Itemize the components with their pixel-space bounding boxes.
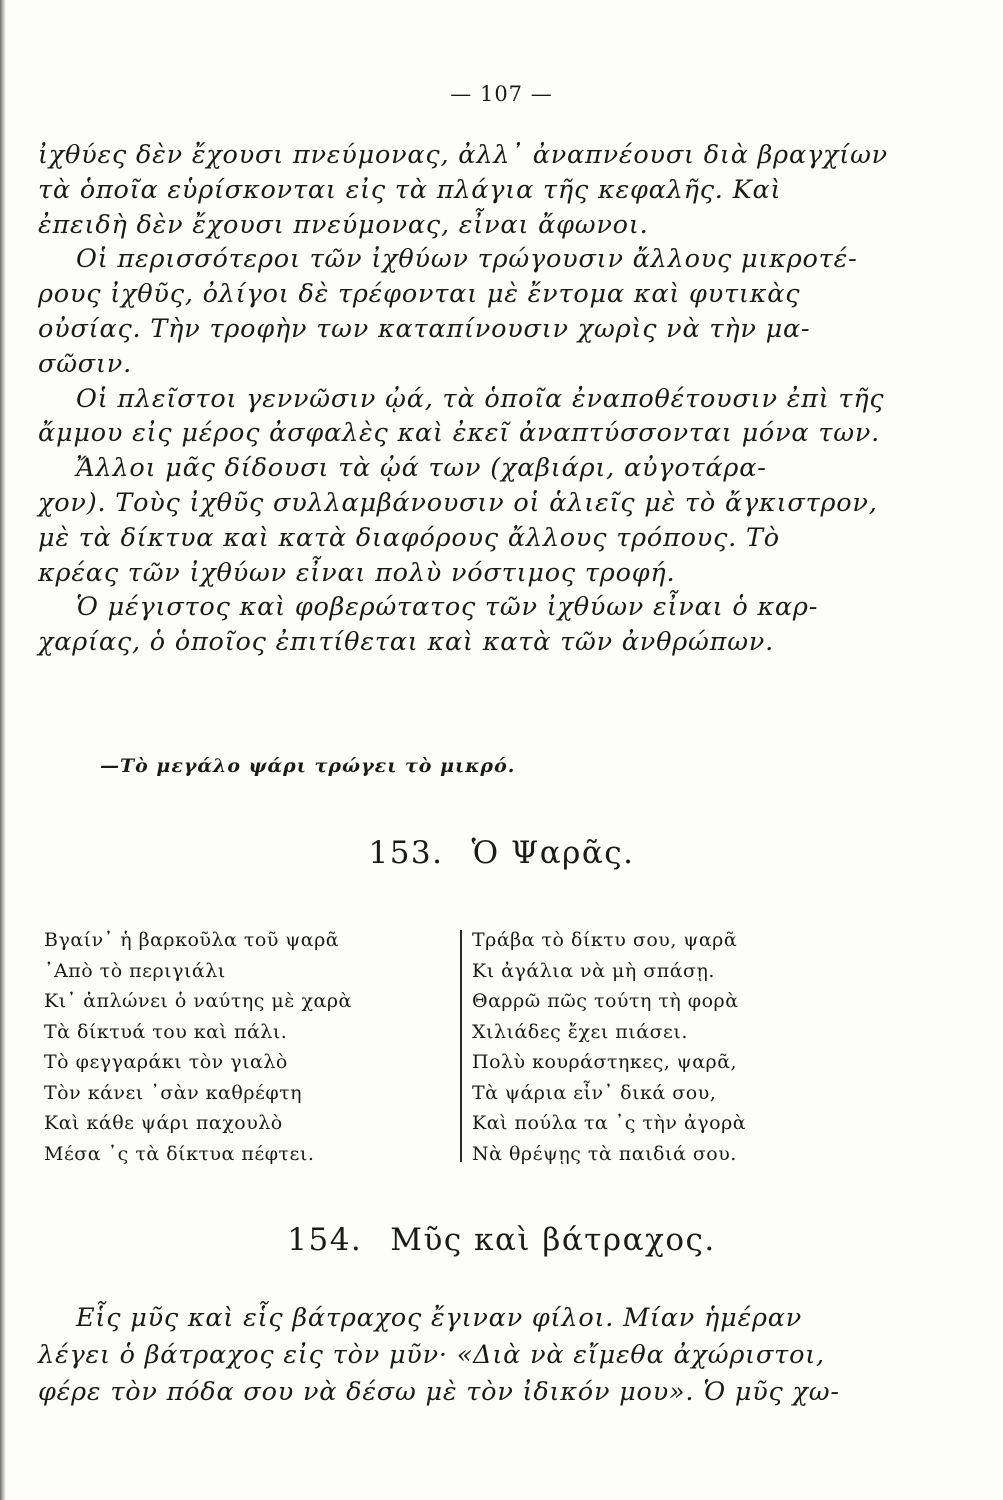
poem-line: Καὶ κάθε ψάρι παχουλὸ xyxy=(44,1112,283,1134)
poem-line: Χιλιάδες ἔχει πιάσει. xyxy=(472,1020,688,1043)
prose-line: χον). Τοὺς ἰχθῦς συλλαμβάνουσιν οἱ ἁλιεῖς μὲ τὸ ἄγκιστρον, xyxy=(38,487,878,518)
prose-line: λέγει ὁ βάτραχος εἰς τὸν μῦν· «Διὰ νὰ εἴμεθα ἀχώριστοι, xyxy=(38,1340,825,1370)
poem-line: Θαρρῶ πῶς τούτη τὴ φορὰ xyxy=(472,990,739,1012)
prose-line: Ἄλλοι μᾶς δίδουσι τὰ ᾠά των (χαβιάρι, αὐγοτάρα- xyxy=(76,453,767,484)
column-divider xyxy=(460,930,462,1162)
prose-line: χαρίας, ὁ ὁποῖος ἐπιτίθεται καὶ κατὰ τῶν ἀνθρώπων. xyxy=(38,627,774,658)
section-number: 153. xyxy=(368,835,444,871)
poem-line: Τὸν κάνει ᾽σὰν καθρέφτη xyxy=(44,1081,303,1104)
prose-line: Εἷς μῦς καὶ εἷς βάτραχος ἔγιναν φίλοι. Μίαν ἡμέραν xyxy=(76,1303,803,1333)
poem-line: Νὰ θρέψῃς τὰ παιδιά σου. xyxy=(472,1142,737,1165)
prose-line: ἰχθύες δὲν ἔχουσι πνεύμονας, ἀλλ᾽ ἀναπνέουσι διὰ βραγχίων xyxy=(38,140,888,170)
prose-line: τὰ ὁποῖα εὑρίσκονται εἰς τὰ πλάγια τῆς κεφαλῆς. Καὶ xyxy=(38,174,782,205)
prose-line: κρέας τῶν ἰχθύων εἶναι πολὺ νόστιμος τροφή. xyxy=(38,557,676,588)
poem-line: Τράβα τὸ δίκτυ σου, ψαρᾶ xyxy=(472,929,738,951)
prose-line: φέρε τὸν πόδα σου νὰ δέσω μὲ τὸν ἰδικόν μου». Ὁ μῦς χω- xyxy=(38,1377,840,1407)
section-heading-154 xyxy=(0,1222,1003,1258)
prose-line: οὐσίας. Τὴν τροφὴν των καταπίνουσιν χωρὶς νὰ τὴν μα- xyxy=(38,313,811,344)
prose-line: Ὁ μέγιστος καὶ φοβερώτατος τῶν ἰχθύων εἶναι ὁ καρ- xyxy=(76,592,819,623)
page-number: — 107 — xyxy=(450,82,553,106)
poem-line: Τὰ ψάρια εἶν᾽ δικά σου, xyxy=(472,1081,717,1104)
poem-line: Βγαίν᾽ ἡ βαρκοῦλα τοῦ ψαρᾶ xyxy=(44,929,340,951)
prose-line: σῶσιν. xyxy=(38,348,133,379)
poem-line: Μέσα ᾽ς τὰ δίκτυα πέφτει. xyxy=(44,1142,315,1165)
page-edge-shadow xyxy=(0,0,6,1500)
poem-line: Τὸ φεγγαράκι τὸν γιαλὸ xyxy=(44,1051,288,1073)
poem-line: Πολὺ κουράστηκες, ψαρᾶ, xyxy=(472,1051,738,1073)
prose-line: Οἱ πλεῖστοι γεννῶσιν ᾠά, τὰ ὁποῖα ἐναποθέτουσιν ἐπὶ τῆς xyxy=(76,383,885,414)
poem-line: Τὰ δίκτυά του καὶ πάλι. xyxy=(44,1020,288,1043)
section-number: 154. xyxy=(287,1222,363,1258)
poem-left-column xyxy=(44,925,444,1169)
poem-right-column xyxy=(472,925,802,1169)
prose-block xyxy=(38,138,888,660)
prose-line: ἐπειδὴ δὲν ἔχουσι πνεύμονας, εἶναι ἄφωνοι. xyxy=(38,209,649,240)
prose-line: μὲ τὰ δίκτυα καὶ κατὰ διαφόρους ἄλλους τρόπους. Τὸ xyxy=(38,522,780,553)
poem-line: Κι᾽ ἁπλώνει ὁ ναύτης μὲ χαρὰ xyxy=(44,990,352,1012)
poem-line: Κι ἀγάλια νὰ μὴ σπάσῃ. xyxy=(472,959,715,982)
prose-line: Οἱ περισσότεροι τῶν ἰχθύων τρώγουσιν ἄλλους μικροτέ- xyxy=(76,244,858,275)
story-block xyxy=(38,1300,868,1411)
proverb: —Τὸ μεγάλο ψάρι τρώγει τὸ μικρό. xyxy=(100,755,516,777)
prose-line: ρους ἰχθῦς, ὀλίγοι δὲ τρέφονται μὲ ἔντομα καὶ φυτικὰς xyxy=(38,279,801,310)
prose-line: ἄμμου εἰς μέρος ἀσφαλὲς καὶ ἐκεῖ ἀναπτύσσονται μόνα των. xyxy=(38,418,881,449)
poem-line: Καὶ πούλα τα ᾽ς τὴν ἀγορὰ xyxy=(472,1112,747,1134)
section-title: Ὁ Ψαρᾶς. xyxy=(471,835,635,871)
section-heading-153 xyxy=(0,835,1003,871)
poem-line: ᾽Απὸ τὸ περιγιάλι xyxy=(44,959,226,982)
section-title: Μῦς καὶ βάτραχος. xyxy=(390,1222,716,1258)
